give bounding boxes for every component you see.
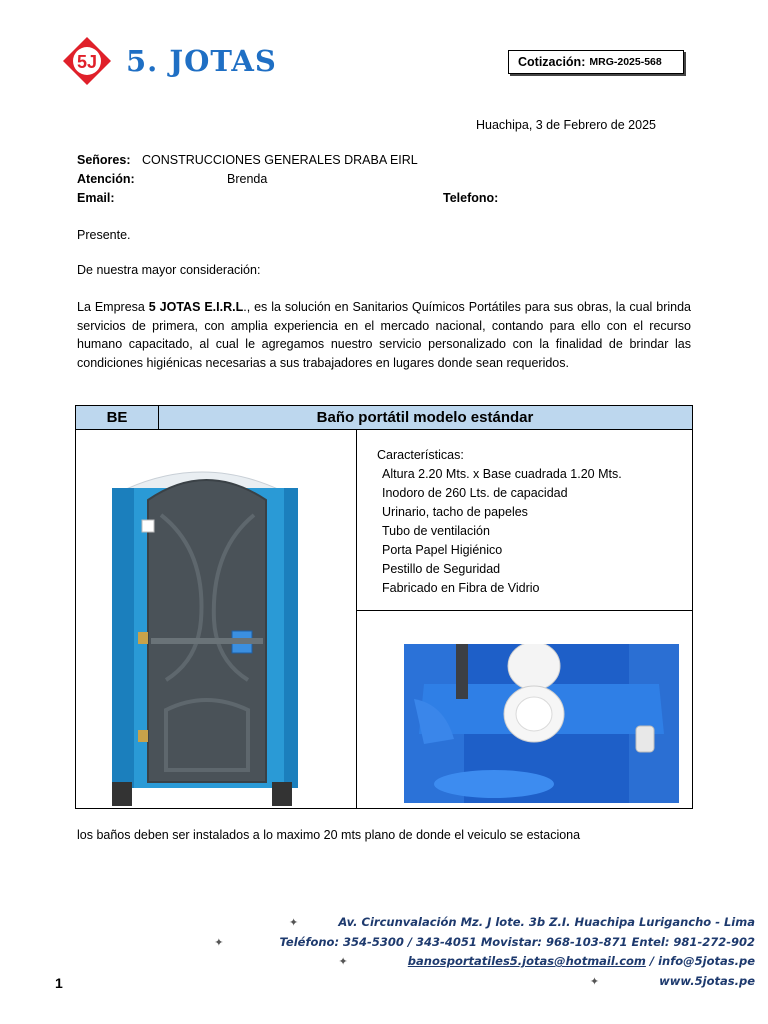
footer-website xyxy=(590,974,755,988)
quote-label: Cotización: xyxy=(518,55,586,69)
product-table xyxy=(75,405,693,809)
quote-number: MRG-2025-568 xyxy=(589,56,662,68)
portable-toilet-image xyxy=(106,460,298,809)
brand-logo-icon xyxy=(62,36,112,86)
footer-email-link[interactable]: banosportatiles5.jotas@hotmail.com xyxy=(407,954,646,968)
feature-item: Altura 2.20 Mts. x Base cuadrada 1.20 Mts. xyxy=(382,467,622,481)
footer-website-link[interactable]: www.5jotas.pe xyxy=(659,974,755,988)
footer-emails xyxy=(339,954,756,968)
intro-pre: La Empresa xyxy=(77,300,149,314)
product-table-header xyxy=(76,406,692,430)
page-number: 1 xyxy=(55,975,63,991)
feature-item: Inodoro de 260 Lts. de capacidad xyxy=(382,486,568,500)
email-label: Email: xyxy=(77,191,115,205)
senores-value: CONSTRUCCIONES GENERALES DRABA EIRL xyxy=(142,153,418,167)
intro-post: ., es la solución en Sanitarios Químicos Portátiles para sus obras, la cual brinda servicios de primera, con amplia experiencia en el mercado nacional, contando para ello con el recurso humano capacitado, al cual le agregamos nuestro servicio personalizado con la finalidad de brindar las condiciones higiénicas necesarias a sus trabajadores en lugares donde sean requeridos. xyxy=(77,300,692,370)
date-line: Huachipa, 3 de Febrero de 2025 xyxy=(476,118,656,132)
senores-label: Señores: xyxy=(77,153,131,167)
pin-icon: ✦ xyxy=(289,916,299,929)
feature-item: Pestillo de Seguridad xyxy=(382,562,501,576)
pin-icon: ✦ xyxy=(589,975,600,988)
installation-note: los baños deben ser instalados a lo maximo 20 mts plano de donde el veiculo se estaciona xyxy=(77,828,581,842)
product-title: Baño portátil modelo estándar xyxy=(316,409,534,426)
greeting-text: De nuestra mayor consideración: xyxy=(77,263,261,277)
footer-phones xyxy=(214,935,755,949)
features-list xyxy=(377,446,622,598)
toilet-interior-image xyxy=(404,644,679,806)
pin-icon: ✦ xyxy=(214,936,224,949)
footer-phones-text: Teléfono: 354-5300 / 343-4051 Movistar: 968-103-871 Entel: 981-272-902 xyxy=(279,935,755,949)
intro-company: 5 JOTAS E.I.R.L xyxy=(148,300,244,314)
footer-address xyxy=(289,915,755,929)
footer-email-separator: / xyxy=(645,954,659,968)
presente-text: Presente. xyxy=(77,228,131,242)
feature-item: Fabricado en Fibra de Vidrio xyxy=(382,581,540,595)
brand-mark-text: 5J xyxy=(76,52,98,72)
pin-icon: ✦ xyxy=(338,955,348,968)
atencion-value: Brenda xyxy=(227,172,268,186)
footer-address-text: Av. Circunvalación Mz. J lote. 3b Z.I. Huachipa Lurigancho - Lima xyxy=(338,915,755,929)
feature-item: Urinario, tacho de papeles xyxy=(382,505,528,519)
feature-item: Tubo de ventilación xyxy=(382,524,490,538)
footer-email-secondary[interactable]: info@5jotas.pe xyxy=(658,954,755,968)
atencion-label: Atención: xyxy=(77,172,135,186)
intro-paragraph xyxy=(77,298,691,372)
product-code: BE xyxy=(76,406,159,429)
quote-box xyxy=(508,50,684,74)
features-title: Características: xyxy=(377,448,464,462)
telefono-label: Telefono: xyxy=(443,191,499,205)
brand-name: 5. JOTAS xyxy=(126,44,277,78)
feature-item: Porta Papel Higiénico xyxy=(382,543,503,557)
